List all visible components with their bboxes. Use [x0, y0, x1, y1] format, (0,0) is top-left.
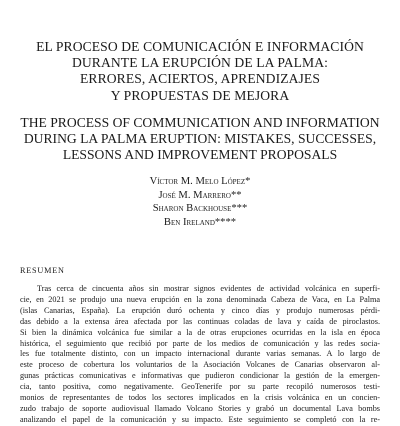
title-spanish-line: ERRORES, ACIERTOS, APRENDIZAJES — [80, 71, 320, 87]
title-spanish-line: EL PROCESO DE COMUNICACIÓN E INFORMACIÓN — [36, 39, 364, 54]
abstract-body — [20, 284, 380, 426]
abstract-line: gunas prácticas comunicativas e informativas que pudieron condicionar la gestión de la emergen- — [20, 371, 380, 381]
abstract-line: este proceso de cobertura los voluntarios de la Asociación Volcanes de Canarias observaron al- — [20, 360, 380, 370]
author-name: José M. Marrero** — [158, 189, 242, 201]
abstract-line: histórica, el seguimiento que recibió por parte de los medios de comunicación y las redes socia- — [20, 338, 380, 348]
title-english-line: LESSONS AND IMPROVEMENT PROPOSALS — [62, 147, 338, 163]
abstract-line: Tras cerca de cincuenta años sin mostrar signos evidentes de actividad volcánica en superfi- — [37, 284, 380, 293]
abstract-line: analizando el papel de la comunicación y su impacto. Este seguimiento se completó con la re- — [20, 414, 380, 424]
abstract-line: les fue totalmente distinto, con un impacto internacional durante varias semanas. A lo largo de — [20, 349, 380, 359]
title-spanish-line: Y PROPUESTAS DE MEJORA — [110, 87, 290, 103]
abstract-line: cia, tanto positiva, como negativamente. GeoTenerife por su parte recopiló numerosos testi- — [20, 382, 380, 392]
abstract-line: Si bien la dinámica volcánica fue similar a la de otras erupciones ocurridas en la isla en época — [20, 327, 380, 337]
author-name: Víctor M. Melo López* — [149, 176, 251, 187]
title-spanish — [20, 39, 380, 104]
author-name: Sharon Backhouse*** — [152, 203, 248, 215]
abstract-line: monios de representantes de todos los sectores implicados en la crisis volcánica en un concien- — [20, 393, 380, 403]
title-english — [20, 115, 380, 164]
author-list — [40, 175, 360, 229]
abstract-line: zudo trabajo de soporte audiovisual llamado Volcano Stories y grabó un documental Lava bombs — [20, 403, 380, 413]
title-english-line: DURING LA PALMA ERUPTION: MISTAKES, SUCCESSES, — [23, 131, 377, 147]
abstract-heading: RESUMEN — [20, 266, 65, 275]
title-spanish-line: DURANTE LA ERUPCIÓN DE LA PALMA: — [71, 55, 329, 71]
abstract-line: (islas Canarias, España). La erupción duró ochenta y cinco días y produjo numerosas pérdi- — [20, 305, 380, 315]
abstract-line: cie, en 2021 se produjo una nueva erupción en la zona denominada Cabeza de Vaca, en La Palma — [20, 294, 380, 304]
author-name: Ben Ireland**** — [163, 216, 237, 228]
abstract-line: das debido a la extensa área afectada por las continuas coladas de lava y caída de piroclastos. — [20, 316, 380, 326]
title-english-line: THE PROCESS OF COMMUNICATION AND INFORMATION — [20, 115, 380, 130]
